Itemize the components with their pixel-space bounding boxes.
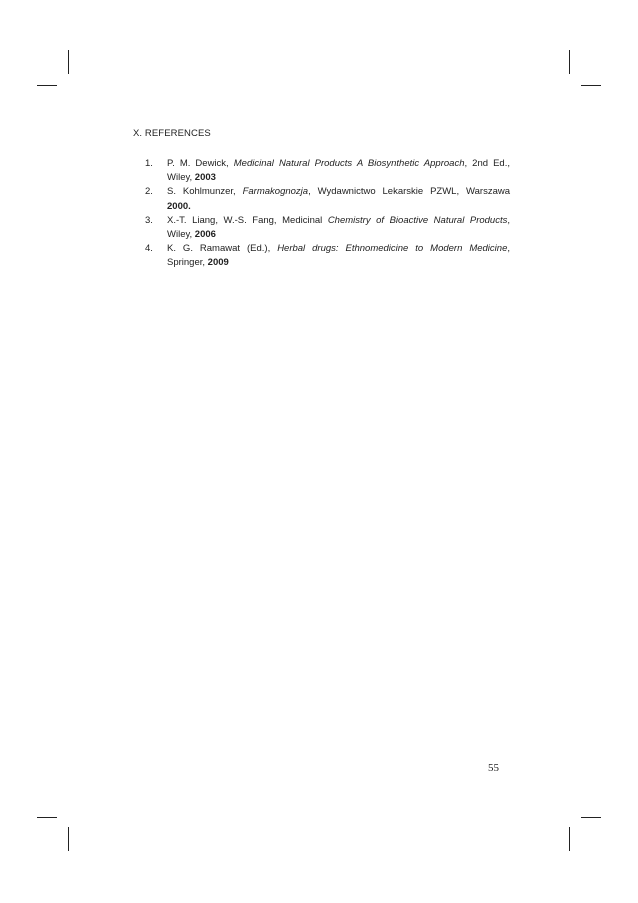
- reference-number: 4.: [145, 243, 153, 255]
- reference-year: 2006: [194, 229, 216, 241]
- reference-list: [145, 157, 510, 271]
- reference-number: 2.: [145, 186, 153, 198]
- crop-mark-bottom-right-v: [569, 827, 570, 851]
- reference-item: [145, 214, 510, 242]
- reference-year: 2000.: [167, 200, 191, 212]
- reference-number: 1.: [145, 158, 153, 169]
- reference-year: 2003: [194, 172, 216, 184]
- reference-title: Medicinal Natural Products A Biosynthetic Approach: [233, 158, 465, 169]
- reference-text: [167, 157, 510, 185]
- reference-title: Farmakognozja: [242, 186, 309, 198]
- page-number: 55: [488, 762, 499, 774]
- crop-mark-top-right-h: [581, 85, 601, 86]
- reference-text: [167, 185, 510, 213]
- section-title: X. REFERENCES: [133, 128, 211, 139]
- crop-mark-bottom-left-v: [68, 827, 69, 851]
- crop-mark-top-right-v: [569, 50, 570, 74]
- reference-authors: X.-T. Liang, W.-S. Fang, Medicinal: [167, 214, 328, 226]
- reference-publisher: , Wiley,: [167, 214, 510, 241]
- crop-mark-bottom-left-h: [37, 817, 57, 818]
- reference-year: 2009: [207, 257, 229, 269]
- reference-title: Herbal drugs: Ethnomedicine to Modern Medicine: [277, 243, 508, 255]
- reference-publisher: , Wydawnictwo Lekarskie PZWL, Warszawa: [308, 186, 510, 198]
- reference-item: [145, 157, 510, 185]
- reference-publisher: , Springer,: [167, 243, 510, 269]
- crop-mark-top-left-v: [68, 50, 69, 74]
- reference-text: [167, 242, 510, 270]
- crop-mark-top-left-h: [37, 85, 57, 86]
- reference-text: [167, 214, 510, 242]
- reference-number: 3.: [145, 214, 153, 226]
- crop-mark-bottom-right-h: [581, 817, 601, 818]
- reference-item: [145, 242, 510, 270]
- reference-title: Chemistry of Bioactive Natural Products: [327, 214, 508, 226]
- reference-publisher: , 2nd Ed., Wiley,: [167, 158, 510, 184]
- reference-authors: S. Kohlmunzer,: [167, 186, 243, 198]
- reference-item: [145, 185, 510, 213]
- reference-authors: P. M. Dewick,: [167, 158, 234, 169]
- reference-authors: K. G. Ramawat (Ed.),: [167, 243, 278, 255]
